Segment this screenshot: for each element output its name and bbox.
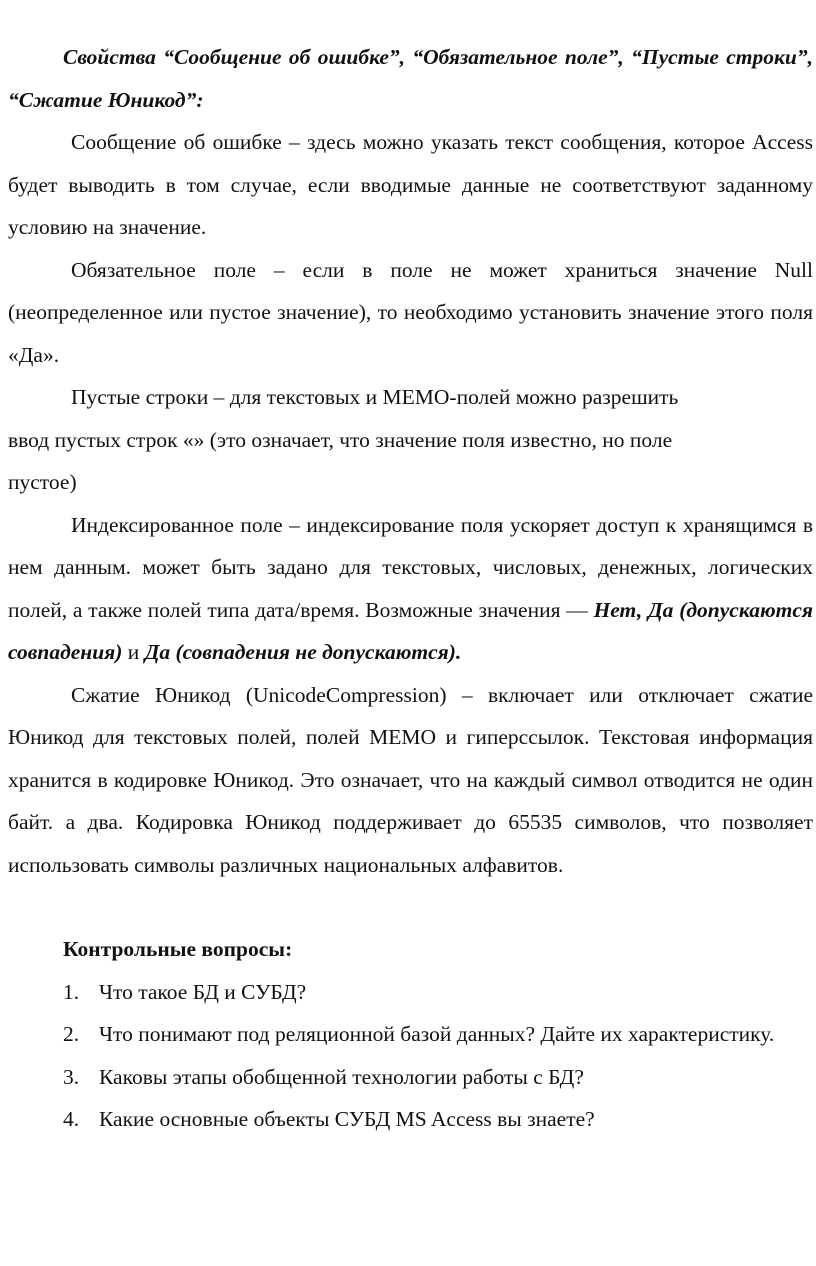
indexed-and: и xyxy=(127,640,140,664)
section-heading: Свойства “Сообщение об ошибке”, “Обязательное поле”, “Пустые строки”, “Сжатие Юникод”: xyxy=(8,45,813,112)
question-text: Что такое БД и СУБД? xyxy=(99,979,307,1004)
paragraph-unicode-compression: Сжатие Юникод (UnicodeCompression) – включает или отключает сжатие Юникод для текстовых полей, полей МЕМО и гиперссылок. Текстовая информация хранится в кодировке Юникод. Это означает, что на каждый символ отводится не один байт. а два. Кодировка Юникод поддерживает до 65535 символов, что позволяет использовать символы различных национальных алфавитов. xyxy=(8,682,813,877)
question-number: 2. xyxy=(63,1022,80,1046)
question-item xyxy=(0,1013,816,1056)
question-item xyxy=(0,1098,816,1141)
indexed-value-no-duplicates: Да (совпадения не допускаются). xyxy=(144,640,462,664)
question-number: 1. xyxy=(63,979,80,1004)
paragraph-empty-lines-line-2: ввод пустых строк «» (это означает, что значение поля известно, но поле xyxy=(8,427,673,452)
paragraph-error-message: Сообщение об ошибке – здесь можно указать текст сообщения, которое Access будет выводить в том случае, если вводимые данные не соответствуют заданному условию на значение. xyxy=(8,130,813,239)
indexed-field-text: Индексированное поле – индексирование поля ускоряет доступ к хранящимся в нем данным. может быть задано для текстовых, числовых, денежных, логических полей, а также полей типа дата/время. Возможные значения — xyxy=(8,512,813,622)
blank-line xyxy=(0,886,816,928)
questions-title: Контрольные вопросы: xyxy=(63,937,293,961)
question-number: 4. xyxy=(63,1107,80,1131)
paragraph-indexed-field xyxy=(0,504,816,674)
question-item xyxy=(0,971,816,1014)
indexed-value-duplicates-ok: Нет, Да (допускаются совпадения) xyxy=(8,597,813,664)
question-number: 3. xyxy=(63,1064,80,1089)
paragraph-empty-lines xyxy=(0,376,816,504)
paragraph-required-field: Обязательное поле – если в поле не может храниться значение Null (неопределенное или пустое значение), то необходимо установить значение этого поля «Да». xyxy=(8,257,813,367)
question-text: Что понимают под реляционной базой данных? Дайте их характеристику. xyxy=(99,1022,775,1046)
question-text: Каковы этапы обобщенной технологии работы с БД? xyxy=(99,1064,584,1089)
paragraph-empty-lines-line-3: пустое) xyxy=(8,470,77,494)
question-text: Какие основные объекты СУБД MS Access вы знаете? xyxy=(99,1107,595,1131)
paragraph-empty-lines-line-1: Пустые строки – для текстовых и МЕМО-полей можно разрешить xyxy=(71,385,679,409)
question-item xyxy=(0,1056,816,1099)
